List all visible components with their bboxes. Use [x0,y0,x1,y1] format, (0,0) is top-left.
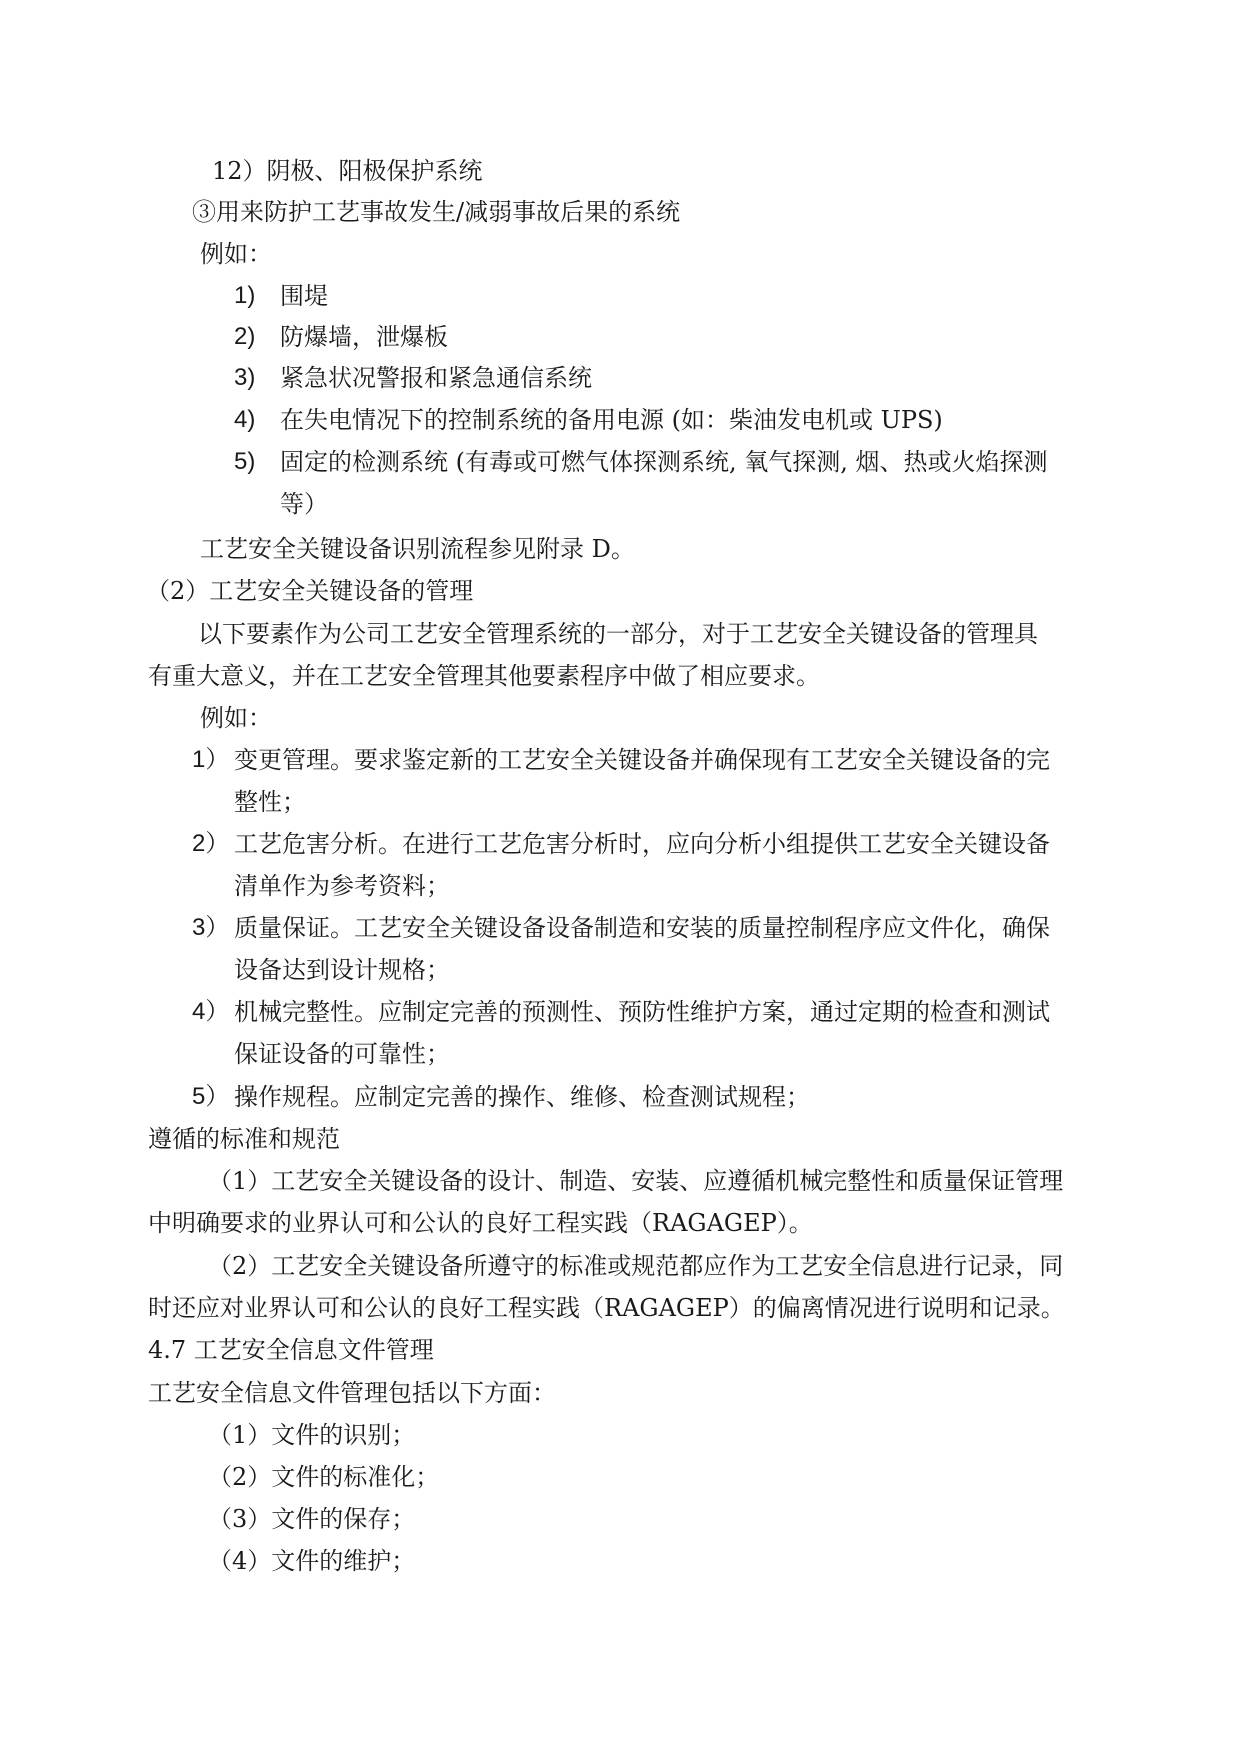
list-b-item-continuation: 清单作为参考资料； [234,872,450,900]
list-b-item-continuation: 保证设备的可靠性； [234,1040,450,1068]
appendix-note: 工艺安全关键设备识别流程参见附录 D。 [200,535,635,563]
list-a-item: 围堤 [280,282,328,310]
section-heading-management: （2）工艺安全关键设备的管理 [146,577,474,605]
paragraph-line: （1）工艺安全关键设备的设计、制造、安装、应遵循机械完整性和质量保证管理 [208,1167,1064,1195]
standards-heading: 遵循的标准和规范 [148,1125,340,1153]
list-b-item-continuation: 设备达到设计规格； [234,956,450,984]
list-b-item: 工艺危害分析。在进行工艺危害分析时，应向分析小组提供工艺安全关键设备 [234,830,1050,858]
paragraph-line: 以下要素作为公司工艺安全管理系统的一部分，对于工艺安全关键设备的管理具 [198,620,1038,648]
subheading-protection-systems: ③用来防护工艺事故发生/减弱事故后果的系统 [192,198,681,226]
example-label: 例如： [200,704,272,732]
list-b-item: 质量保证。工艺安全关键设备设备制造和安装的质量控制程序应文件化，确保 [234,914,1050,942]
paragraph-line: 时还应对业界认可和公认的良好工程实践（RAGAGEP）的偏离情况进行说明和记录。 [148,1294,1065,1322]
list-a-item: 防爆墙，泄爆板 [280,323,448,351]
list-item: （3）文件的保存； [208,1505,416,1533]
list-b-number: 4） [192,998,230,1025]
list-b-item: 机械完整性。应制定完善的预测性、预防性维护方案，通过定期的检查和测试 [234,998,1050,1026]
list-a-item: 紧急状况警报和紧急通信系统 [280,364,592,392]
list-a-number: 5) [234,448,256,475]
list-a-number: 1) [234,282,256,309]
list-a-number: 4) [234,406,256,433]
list-b-number: 1） [192,746,230,773]
list-a-item: 固定的检测系统 (有毒或可燃气体探测系统, 氧气探测, 烟、热或火焰探测 [280,448,1048,476]
list-a-number: 3) [234,364,256,391]
list-a-item: 在失电情况下的控制系统的备用电源 (如：柴油发电机或 UPS) [280,406,943,434]
list-item: （4）文件的维护； [208,1547,416,1575]
item-12-text: 12）阴极、阳极保护系统 [212,157,483,185]
list-a-item-continuation: 等） [280,490,328,518]
paragraph-line: （2）工艺安全关键设备所遵守的标准或规范都应作为工艺安全信息进行记录，同 [208,1252,1064,1280]
list-b-item: 变更管理。要求鉴定新的工艺安全关键设备并确保现有工艺安全关键设备的完 [234,746,1050,774]
list-a-number: 2) [234,323,256,350]
list-b-item: 操作规程。应制定完善的操作、维修、检查测试规程； [234,1083,810,1111]
list-b-number: 3） [192,914,230,941]
paragraph-line: 有重大意义，并在工艺安全管理其他要素程序中做了相应要求。 [148,662,820,690]
paragraph-line: 工艺安全信息文件管理包括以下方面： [148,1379,556,1407]
example-label: 例如： [200,240,272,268]
paragraph-line: 中明确要求的业界认可和公认的良好工程实践（RAGAGEP）。 [148,1209,813,1237]
list-b-number: 2） [192,830,230,857]
list-b-item-continuation: 整性； [234,788,306,816]
list-b-number: 5） [192,1083,230,1110]
list-item: （2）文件的标准化； [208,1463,440,1491]
section-heading-4-7: 4.7 工艺安全信息文件管理 [148,1336,434,1364]
list-item: （1）文件的识别； [208,1421,416,1449]
